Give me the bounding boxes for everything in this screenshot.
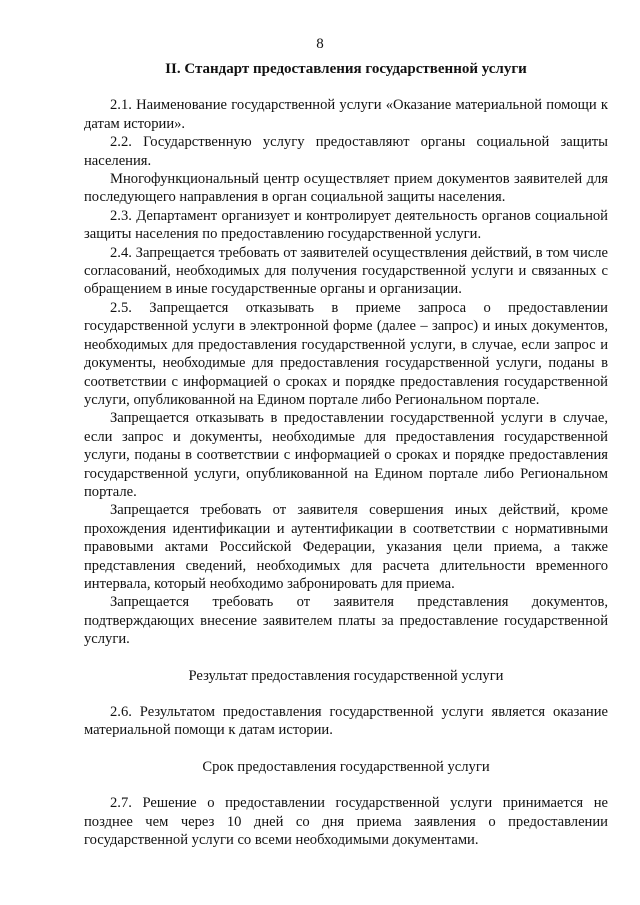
paragraph-refusal-prohibition: Запрещается отказывать в предоставлении государственной услуги в случае, если запрос и документы, необходимые для предоставления государственной услуги, поданы в соответствии с информацией о сроках и порядке предоставления государственной услуги, опубликованной на Едином портале либо Региональном портале. <box>84 410 608 500</box>
paragraph-actions-prohibition: Запрещается требовать от заявителя совершения иных действий, кроме прохождения идентификации и аутентификации в соответствии с нормативными правовыми актами Российской Федерации, указания цели приема, а также представления сведений, необходимых для расчета длительности временного интервала, который необходимо забронировать для приема. <box>84 502 608 592</box>
paragraph-2-1: 2.1. Наименование государственной услуги «Оказание материальной помощи к датам истории». <box>84 97 608 132</box>
subtitle-result: Результат предоставления государственной услуги <box>188 667 504 684</box>
paragraph-payment-prohibition: Запрещается требовать от заявителя представления документов, подтверждающих внесение заявителем платы за предоставление государственной услуги. <box>84 594 608 648</box>
paragraph-mfc: Многофункциональный центр осуществляет прием документов заявителей для последующего направления в орган социальной защиты населения. <box>84 171 608 206</box>
section-title: II. Стандарт предоставления государственной услуги <box>165 61 527 77</box>
paragraph-2-3: 2.3. Департамент организует и контролирует деятельность органов социальной защиты населения по предоставлению государственной услуги. <box>84 207 608 243</box>
paragraph-2-7: 2.7. Решение о предоставлении государственной услуги принимается не позднее чем через 10 дней со дня приема заявления о предоставлении государственной услуги со всеми необходимыми документами. <box>84 795 608 849</box>
document-body <box>84 60 608 849</box>
paragraph-2-2: 2.2. Государственную услугу предоставляют органы социальной защиты населения. <box>84 134 608 169</box>
paragraph-2-5: 2.5. Запрещается отказывать в приеме запроса о предоставлении государственной услуги в электронной форме (далее – запрос) и иных документов, необходимых для предоставления государственной услуги, в случае, если запрос и документы, необходимые для предоставления государственной услуги, поданы в соответствии с информацией о сроках и порядке предоставления государственной услуги, опубликованной на Едином портале либо Региональном портале. <box>84 299 608 408</box>
page-number: 8 <box>316 36 324 52</box>
paragraph-2-6: 2.6. Результатом предоставления государственной услуги является оказание материальной помощи к датам истории. <box>84 704 608 739</box>
subtitle-term: Срок предоставления государственной услуги <box>202 758 490 775</box>
paragraph-2-4: 2.4. Запрещается требовать от заявителей осуществления действий, в том числе согласований, необходимых для получения государственной услуги и связанных с обращением в иные государственные органы и организации. <box>84 244 608 298</box>
